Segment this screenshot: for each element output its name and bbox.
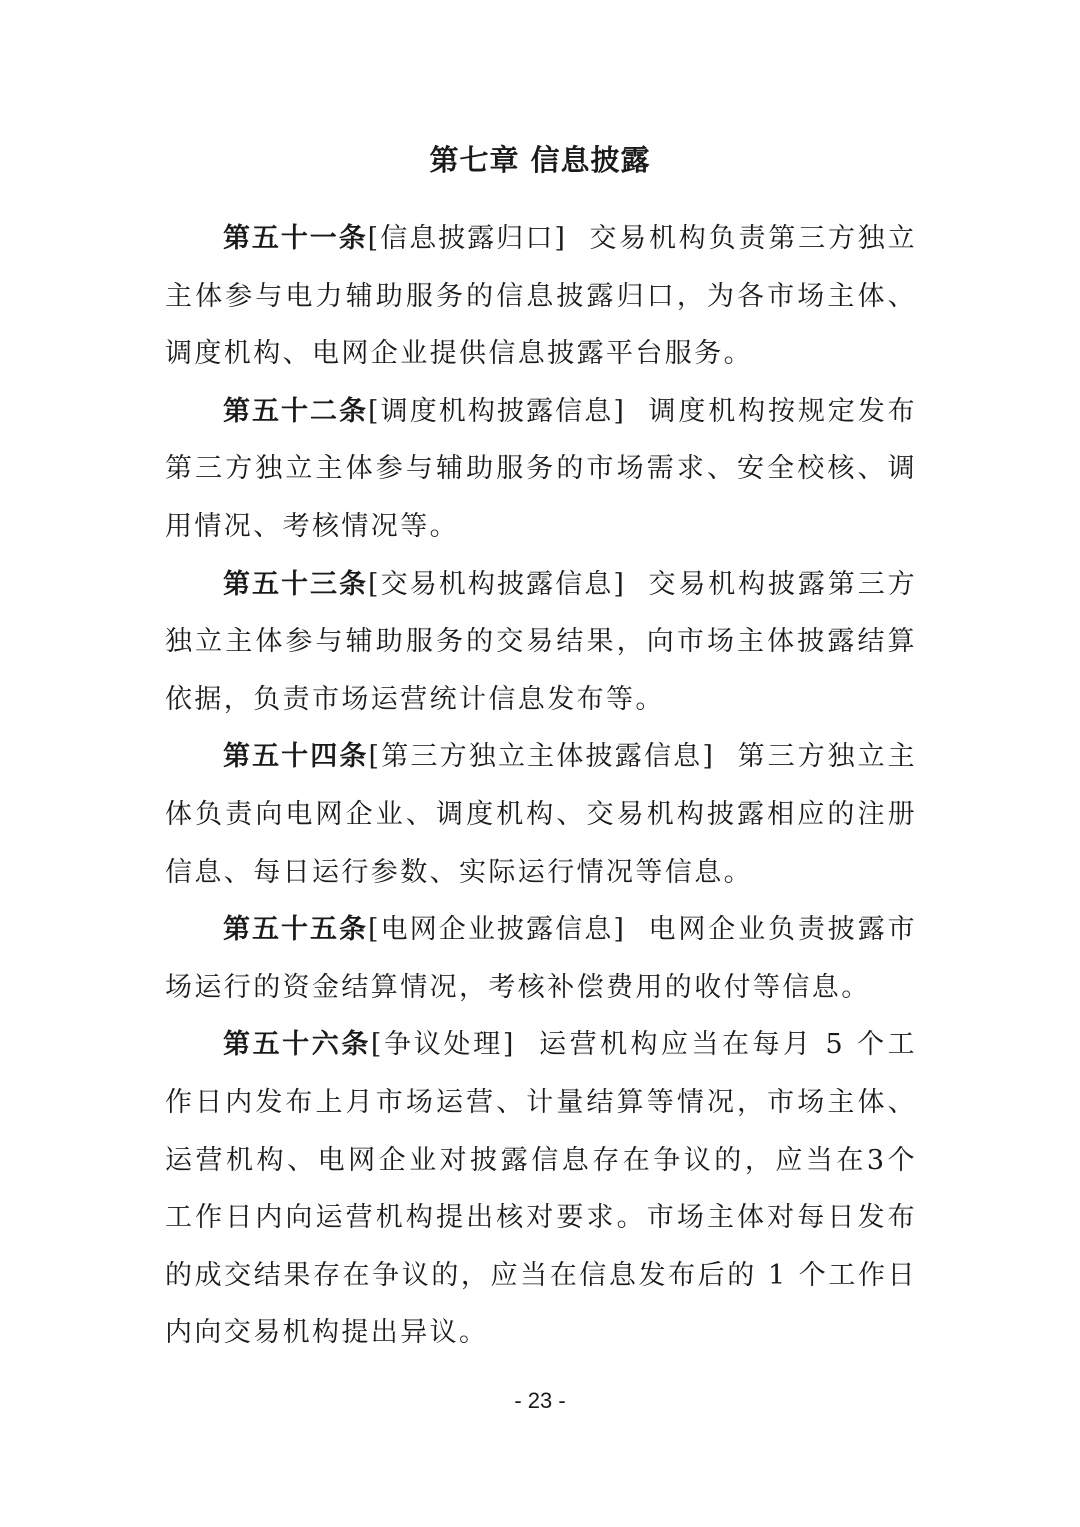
chapter-title: 第七章 信息披露 (429, 143, 651, 177)
article-51 (165, 210, 917, 383)
article-55 (165, 901, 917, 1016)
article-text: 交易机构负责第三方独立主体参与电力辅助服务的信息披露归口，为各市场主体、调度机构、电网企业提供信息披露平台服务。 (165, 223, 917, 370)
article-tag: [电网企业披露信息] (367, 914, 626, 946)
article-tag: [争议处理] (370, 1029, 515, 1061)
article-tag: [调度机构披露信息] (367, 395, 626, 427)
article-number: 第五十四条 (223, 741, 369, 773)
article-52 (165, 383, 917, 556)
article-54 (165, 728, 917, 901)
article-tag: [交易机构披露信息] (367, 568, 626, 600)
page-number: - 23 - (514, 1388, 566, 1413)
article-text: 电网企业负责披露市场运行的资金结算情况，考核补偿费用的收付等信息。 (165, 914, 917, 1003)
article-text: 运营机构应当在每月 5 个工作日内发布上月市场运营、计量结算等情况，市场主体、运营机构、电网企业对披露信息存在争议的，应当在3个工作日内向运营机构提出核对要求。市场主体对每日发布的成交结果存在争议的，应当在信息发布后的 1 个工作日内向交易机构提出异议。 (165, 1029, 918, 1349)
article-number: 第五十三条 (223, 568, 368, 600)
article-56 (165, 1016, 917, 1362)
article-tag: [第三方独立主体披露信息] (368, 741, 715, 773)
article-number: 第五十二条 (223, 395, 368, 427)
article-number: 第五十五条 (223, 914, 368, 946)
article-text: 第三方独立主体负责向电网企业、调度机构、交易机构披露相应的注册信息、每日运行参数、实际运行情况等信息。 (165, 741, 917, 888)
article-number: 第五十一条 (223, 223, 368, 254)
article-tag: [信息披露归口] (367, 223, 567, 254)
article-number: 第五十六条 (223, 1029, 371, 1061)
article-text: 调度机构按规定发布第三方独立主体参与辅助服务的市场需求、安全校核、调用情况、考核情况等。 (165, 395, 917, 542)
article-53 (165, 556, 917, 729)
article-text: 交易机构披露第三方独立主体参与辅助服务的交易结果，向市场主体披露结算依据，负责市场运营统计信息发布等。 (165, 568, 917, 715)
article-list (165, 210, 917, 1362)
